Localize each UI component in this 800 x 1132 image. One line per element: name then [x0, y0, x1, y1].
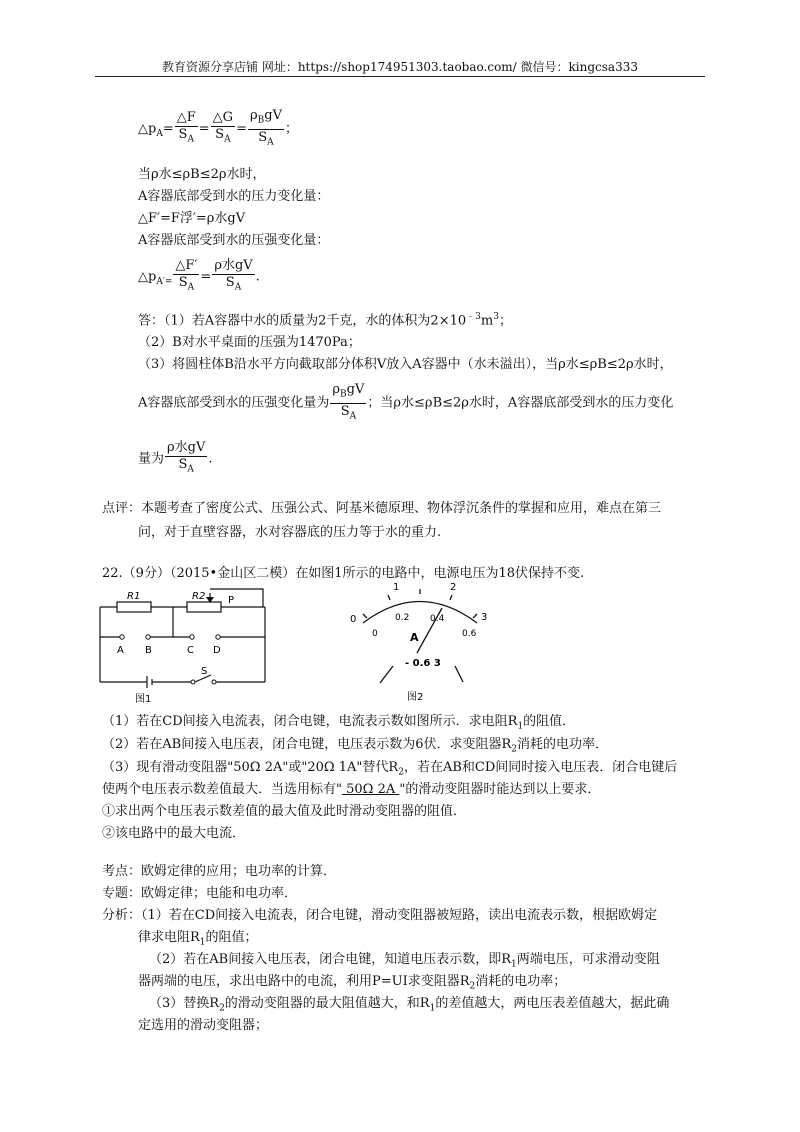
- scale-bottom-0-2: 0.2: [395, 613, 410, 623]
- formula-delta-pA-prime: $\triangle p_{A'=}$ $\frac{\triangle F'}{S_A}$ = $\frac{\text{ρ水gV}}{S_A}$ .: [138, 258, 260, 293]
- answer-line-4: A容器底部受到水的压强变化量为 $\frac{\rho_BgV}{S_A}$ ；当ρ水≤ρB≤2ρ水时，A容器底部受到水的压力变化: [138, 382, 674, 422]
- analysis-line-3: （2）若在AB间接入电压表，闭合电键，知道电压表示数，即$R_1$两端电压，可求滑动变阻: [149, 952, 660, 970]
- analysis-line-1: 分析：（1）若在CD间接入电流表，闭合电键，滑动变阻器被短路，读出电流表示数，根据欧姆定: [102, 908, 658, 923]
- answer-line-3: （3）将圆柱体B沿水平方向截取部分体积V放入A容器中（水未溢出），当ρ水≤ρB≤2ρ水时，: [138, 357, 673, 372]
- label-s: S: [201, 666, 208, 677]
- label-a: A: [117, 645, 124, 656]
- analysis-line-2: 律求电阻$R_1$的阻值；: [138, 930, 258, 948]
- rheostat-r2: [187, 602, 221, 612]
- question-22-title: 22.（9分）（2015•金山区二模）在如图1所示的电路中，电源电压为18伏保持不变.: [102, 566, 585, 581]
- answer-line-1: 答：（1）若A容器中水的质量为2千克，水的体积为$2\times 10^{﹣3}m^3$；: [138, 312, 512, 329]
- scale-top-0: 0: [350, 614, 357, 625]
- scale-bottom-0-6: 0.6: [462, 629, 477, 639]
- question-part-1: （1）若在CD间接入电流表，闭合电键，电流表示数如图所示．求电阻$R_1$的阻值．: [102, 714, 576, 732]
- label-b: B: [145, 645, 152, 656]
- solution-line: A容器底部受到水的压强变化量：: [138, 233, 330, 248]
- label-r2: R2: [192, 591, 206, 602]
- page-header: 教育资源分享店铺 网址：https://shop174951303.taobao.com/ 微信号：kingcsa333: [162, 60, 638, 74]
- circuit-diagram-figure-1: [95, 585, 280, 705]
- figure-1-caption: 图1: [135, 694, 152, 705]
- question-part-2: （2）若在AB间接入电压表，闭合电键，电压表示数为6伏．求变阻器$R_2$消耗的电功率．: [102, 737, 609, 755]
- topic: 专题：欧姆定律；电能和电功率．: [102, 886, 298, 901]
- label-c: C: [187, 645, 194, 656]
- scale-top-2: 2: [450, 582, 457, 593]
- scale-bottom-0: 0: [372, 629, 378, 639]
- label-r1: R1: [127, 591, 141, 602]
- comment-line-1: 点评：本题考查了密度公式、压强公式、阿基米德原理、物体浮沉条件的掌握和应用，难点在第三: [102, 501, 662, 516]
- formula-delta-pA: $\triangle p_A=$ $\frac{\triangle F}{S_A}$ = $\frac{\triangle G}{S_A}$ = $\frac{\rho_BgV}{S_A}$ ；: [138, 108, 298, 148]
- figure-2-caption: 图2: [407, 692, 424, 703]
- solution-line: A容器底部受到水的压力变化量：: [138, 189, 330, 204]
- resistor-r1: [117, 602, 151, 612]
- sub-question-2: ②该电路中的最大电流．: [102, 826, 246, 841]
- knowledge-point: 考点：欧姆定律的应用；电功率的计算．: [102, 864, 337, 879]
- analysis-line-5: （3）替换$R_2$的滑动变阻器的最大阻值越大，和$R_1$的差值越大，两电压表差值越大，据此确: [149, 996, 670, 1014]
- ammeter-figure-2: [345, 578, 495, 705]
- scale-top-3: 3: [481, 612, 488, 623]
- analysis-line-6: 定选用的滑动变阻器；: [138, 1018, 269, 1033]
- answer-line-2: （2）B对水平桌面的压强为1470Pa；: [138, 335, 361, 350]
- scale-bottom-0-4: 0.4: [430, 614, 445, 624]
- answer-line-5: 量为 $\frac{\text{ρ水gV}}{S_A}$ .: [138, 440, 213, 475]
- sub-question-1: ①求出两个电压表示数差值的最大值及此时滑动变阻器的阻值．: [102, 804, 467, 819]
- scale-top-1: 1: [393, 582, 400, 593]
- label-p: P: [228, 595, 235, 606]
- solution-line: △F′=F浮′=ρ水gV: [138, 211, 246, 226]
- ammeter-terminals: - 0.6 3: [405, 658, 441, 669]
- solution-line: 当ρ水≤ρB≤2ρ水时，: [138, 167, 266, 182]
- question-part-3-cont: 使两个电压表示数差值最大．当选用标有" 50Ω 2A "的滑动变阻器时能达到以上要求．: [102, 782, 601, 797]
- comment-line-2: 问，对于直壁容器，水对容器底的压力等于水的重力.: [138, 525, 442, 540]
- header-rule: [95, 76, 705, 77]
- ammeter-unit-a: A: [410, 631, 419, 644]
- label-d: D: [213, 645, 221, 656]
- question-part-3: （3）现有滑动变阻器"50Ω 2A"或"20Ω 1A"替代$R_2$，若在AB和CD间同时接入电压表．闭合电键后: [102, 760, 678, 778]
- analysis-line-4: 器两端的电压，求出电路中的电流，利用P=UI求变阻器$R_2$消耗的电功率；: [138, 974, 567, 992]
